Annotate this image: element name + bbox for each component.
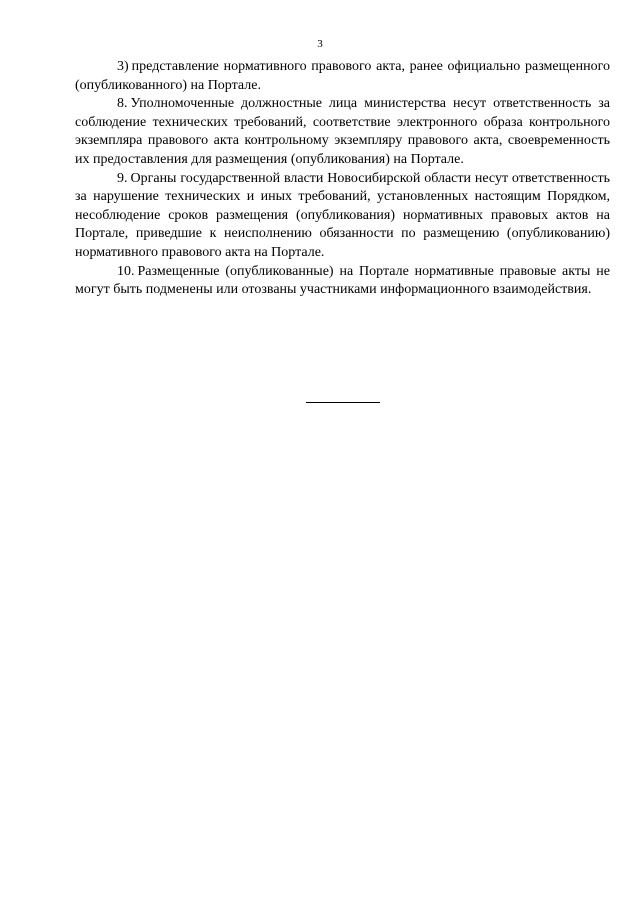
paragraph-number: 8. bbox=[117, 96, 128, 112]
paragraph-number: 10. bbox=[117, 263, 135, 279]
page-number: 3 bbox=[317, 38, 323, 50]
paragraph-8 bbox=[75, 95, 610, 169]
paragraph-text: Уполномоченные должностные лица министерства несут ответственность за соблюдение технических требований, соответствие электронного образа контрольного экземпляра правового акта контрольному экземпляру правового акта, своевременность их предоставления для размещения (опубликования) на Портале. bbox=[75, 96, 610, 167]
paragraph-9 bbox=[75, 170, 610, 263]
paragraph-10 bbox=[75, 263, 610, 300]
paragraph-text: Органы государственной власти Новосибирской области несут ответственность за нарушение технических и иных требований, установленных настоящим Порядком, несоблюдение сроков размещения (опубликования) нормативных правовых актов на Портале, приведшие к неисполнению обязанности по размещению (опубликованию) нормативного правового акта на Портале. bbox=[75, 170, 610, 260]
paragraph-item-3 bbox=[75, 58, 610, 95]
paragraph-text: Размещенные (опубликованные) на Портале нормативные правовые акты не могут быть подменены или отозваны участниками информационного взаимодействия. bbox=[75, 263, 610, 298]
paragraph-number: 9. bbox=[117, 170, 128, 186]
paragraph-number: 3) bbox=[117, 59, 129, 74]
document-body bbox=[75, 58, 610, 300]
paragraph-text: представление нормативного правового акта, ранее официально размещенного (опубликованного) на Портале. bbox=[75, 59, 610, 93]
end-separator-line bbox=[306, 402, 380, 403]
